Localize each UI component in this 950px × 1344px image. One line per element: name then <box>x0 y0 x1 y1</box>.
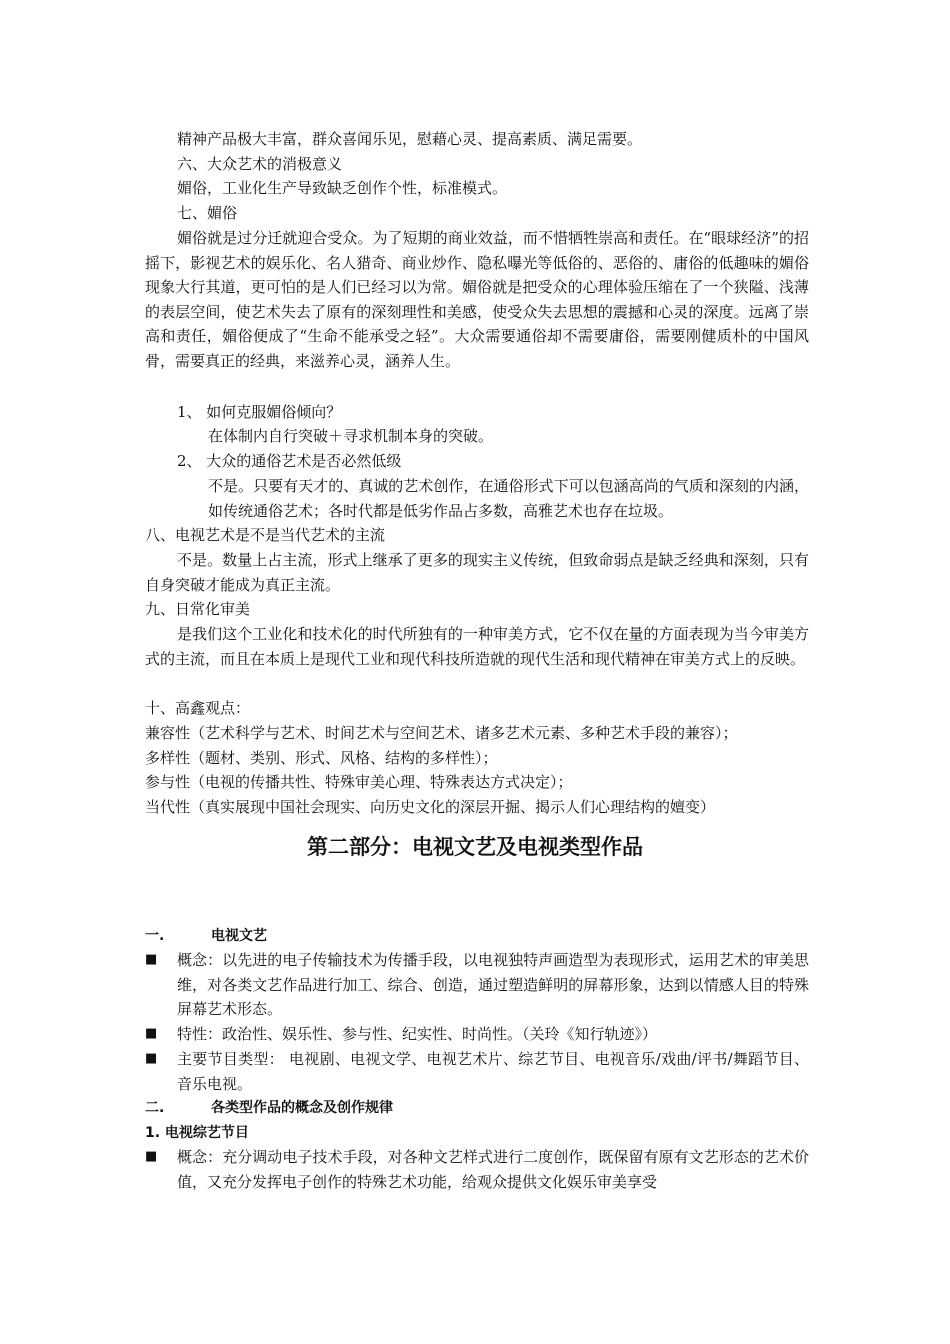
viewpoint-item: 参与性（电视的传播共性、特殊审美心理、特殊表达方式决定）； <box>145 773 573 791</box>
bullet-text: 主要节目类型： 电视剧、电视文学、电视艺术片、综艺节目、电视音乐/戏曲/评书/舞蹈节目、音乐电视。 <box>177 1050 809 1093</box>
answer-item: 不是。只要有天才的、真诚的艺术创作，在通俗形式下可以包涵高尚的气质和深刻的内涵，如传统通俗艺术；各时代都是低劣作品占多数，高雅艺术也存在垃圾。 <box>208 477 809 520</box>
bullet-item <box>145 948 809 1022</box>
bullet-item <box>145 1022 809 1047</box>
section-number: 二. <box>145 1100 165 1116</box>
section-heading: 八、电视艺术是不是当代艺术的主流 <box>145 526 386 544</box>
part-title: 第二部分：电视文艺及电视类型作品 <box>307 835 643 859</box>
square-bullet-icon: ■ <box>145 1051 158 1066</box>
square-bullet-icon: ■ <box>145 952 158 967</box>
section-heading: 六、大众艺术的消极意义 <box>177 155 343 173</box>
answer-item: 在体制内自行突破＋寻求机制本身的突破。 <box>208 427 494 445</box>
section-heading-1 <box>145 924 810 949</box>
paragraph: 不是。数量上占主流，形式上继承了更多的现实主义传统，但致命弱点是缺乏经典和深刻，只有自身突破才能成为真正主流。 <box>145 551 809 594</box>
bullet-item <box>145 1047 809 1096</box>
square-bullet-icon: ■ <box>145 1149 158 1164</box>
viewpoint-item: 当代性（真实展现中国社会现实、向历史文化的深层开掘、揭示人们心理结构的嬗变） <box>145 798 716 816</box>
bullet-text: 特性：政治性、娱乐性、参与性、纪实性、时尚性。（关玲《知行轨迹》） <box>177 1025 658 1043</box>
text-line: 精神产品极大丰富，群众喜闻乐见，慰藉心灵、提高素质、满足需要。 <box>177 130 643 148</box>
section-heading: 七、媚俗 <box>177 204 238 222</box>
section-number: 一. <box>145 928 165 944</box>
bullet-item <box>145 1145 809 1194</box>
subsection-heading: 1. 电视综艺节目 <box>145 1125 249 1141</box>
text-line: 媚俗，工业化生产导致缺乏创作个性，标准模式。 <box>177 179 508 197</box>
section-heading: 九、日常化审美 <box>145 600 251 618</box>
paragraph: 媚俗就是过分迁就迎合受众。为了短期的商业效益，而不惜牺牲崇高和责任。在“眼球经济”的招摇下，影视艺术的娱乐化、名人猎奇、商业炒作、隐私曝光等低俗的、恶俗的、庸俗的低趣味的媚俗现象大行其道，更可怕的是人们已经习以为常。媚俗就是把受众的心理体验压缩在了一个狭隘、浅薄的表层空间，使艺术失去了原有的深刻理性和美感，使受众失去思想的震撼和心灵的深度。远离了崇高和责任，媚俗便成了“生命不能承受之轻”。大众需要通俗却不需要庸俗，需要刚健质朴的中国风骨，需要真正的经典，来滋养心灵，涵养人生。 <box>145 229 809 370</box>
viewpoint-item: 兼容性（艺术科学与艺术、时间艺术与空间艺术、诸多艺术元素、多种艺术手段的兼容）； <box>145 724 738 742</box>
section-title: 各类型作品的概念及创作规律 <box>211 1100 393 1116</box>
paragraph: 是我们这个工业化和技术化的时代所独有的一种审美方式，它不仅在量的方面表现为当今审美方式的主流，而且在本质上是现代工业和现代科技所造就的现代生活和现代精神在审美方式上的反映。 <box>145 625 809 668</box>
section-title: 电视文艺 <box>211 928 267 944</box>
viewpoint-item: 多样性（题材、类别、形式、风格、结构的多样性）； <box>145 749 498 767</box>
question-item: 2、 大众的通俗艺术是否必然低级 <box>177 452 402 470</box>
section-heading-2 <box>145 1096 810 1121</box>
bullet-text: 概念：充分调动电子技术手段，对各种文艺样式进行二度创作，既保留有原有文艺形态的艺术价值，又充分发挥电子创作的特殊艺术功能，给观众提供文化娱乐审美享受 <box>177 1148 809 1191</box>
section-heading: 十、高鑫观点： <box>145 699 251 717</box>
question-item: 1、 如何克服媚俗倾向？ <box>177 403 342 421</box>
square-bullet-icon: ■ <box>145 1026 158 1041</box>
bullet-text: 概念：以先进的电子传输技术为传播手段，以电视独特声画造型为表现形式，运用艺术的审美思维，对各类文艺作品进行加工、综合、创造，通过塑造鲜明的屏幕形象，达到以情感人目的特殊屏幕艺术形态。 <box>177 951 809 1019</box>
